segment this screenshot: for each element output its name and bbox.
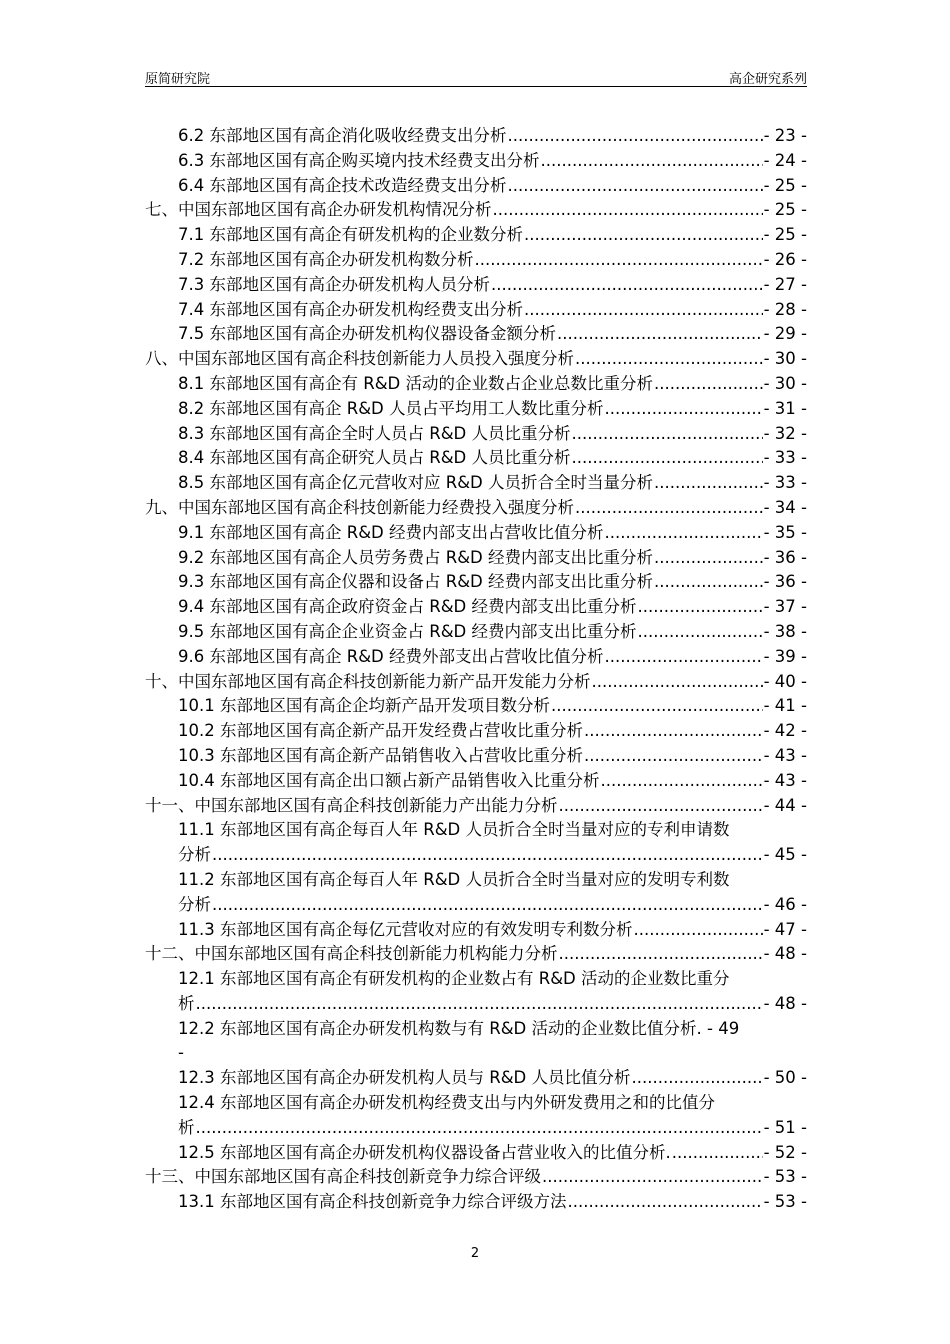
toc-dot-leader [551,694,763,719]
toc-dot-leader [605,521,763,546]
toc-dot-leader [584,719,763,744]
toc-page-number: - 44 - [763,795,807,815]
toc-dot-leader [605,645,763,670]
toc-entry-title: 8.3 东部地区国有高企全时人员占 R&D 人员比重分析 [178,423,571,443]
toc-chapter-entry[interactable] [145,496,807,521]
toc-page-number: - 48 - [763,944,807,964]
toc-section-entry[interactable] [145,769,807,794]
toc-dot-leader [491,273,763,298]
toc-section-entry[interactable] [145,645,807,670]
toc-dot-leader [559,794,763,819]
toc-entry-title: 6.3 东部地区国有高企购买境内技术经费支出分析 [178,150,540,170]
toc-entry-title: 十二、中国东部地区国有高企科技创新能力机构能力分析 [145,944,558,964]
toc-section-entry[interactable] [145,620,807,645]
toc-section-entry[interactable] [145,719,807,744]
toc-section-entry[interactable] [145,595,807,620]
toc-entry-title-line: 11.2 东部地区国有高企每百人年 R&D 人员折合全时当量对应的发明专利数 [178,869,730,889]
toc-entry-title: 9.5 东部地区国有高企企业资金占 R&D 经费内部支出比重分析 [178,621,637,641]
toc-entry-title: 6.2 东部地区国有高企消化吸收经费支出分析 [178,126,507,145]
toc-entry-title: 8.2 东部地区国有高企 R&D 人员占平均用工人数比重分析 [178,398,604,418]
toc-dot-leader [557,322,763,347]
toc-page-number: - 31 - [763,398,807,418]
toc-page-number: - 50 - [763,1068,807,1088]
toc-page-number: - 28 - [763,299,807,319]
toc-entry-title: 七、中国东部地区国有高企办研发机构情况分析 [145,200,492,220]
toc-section-entry[interactable] [145,521,807,546]
toc-page-number: - 40 - [763,671,807,691]
toc-page-number: - 43 - [763,770,807,790]
toc-page-number: - 36 - [763,572,807,592]
toc-section-entry[interactable] [145,570,807,595]
toc-page-number: - 41 - [763,696,807,716]
toc-entry-title: 12.3 东部地区国有高企办研发机构人员与 R&D 人员比值分析 [178,1068,631,1088]
toc-page-number: - 35 - [763,522,807,542]
toc-section-entry[interactable] [145,471,807,496]
table-of-contents [145,124,807,1215]
toc-dot-leader [196,992,763,1017]
toc-entry-title: 7.3 东部地区国有高企办研发机构人员分析 [178,274,490,294]
toc-entry-title: - [178,1043,184,1063]
toc-entry-title: 8.5 东部地区国有高企亿元营收对应 R&D 人员折合全时当量分析 [178,473,654,493]
toc-chapter-entry[interactable] [145,1165,807,1190]
toc-section-entry[interactable] [145,273,807,298]
toc-entry-title-line: 12.4 东部地区国有高企办研发机构经费支出与内外研发费用之和的比值分 [178,1093,715,1113]
toc-dot-leader [572,422,763,447]
toc-chapter-entry[interactable] [145,942,807,967]
toc-dot-leader [196,1116,763,1141]
toc-page-number: - 33 - [763,448,807,468]
toc-entry-title: 9.6 东部地区国有高企 R&D 经费外部支出占营收比值分析 [178,646,604,666]
toc-dot-leader [572,446,763,471]
toc-page-number: - 53 - [763,1192,807,1212]
toc-section-entry[interactable] [145,546,807,571]
toc-section-entry[interactable] [145,868,807,918]
toc-entry-title: 八、中国东部地区国有高企科技创新能力人员投入强度分析 [145,349,574,369]
toc-page-number: - 34 - [763,497,807,517]
toc-dot-leader [633,918,762,943]
toc-page-number: - 25 - [763,200,807,220]
toc-page-number: - 47 - [763,919,807,939]
toc-section-entry[interactable] [145,744,807,769]
toc-section-entry[interactable] [145,124,807,149]
toc-entry-title: 7.4 东部地区国有高企办研发机构经费支出分析 [178,299,523,319]
toc-entry-title: 13.1 东部地区国有高企科技创新竞争力综合评级方法 [178,1192,567,1212]
toc-entry-title: 9.4 东部地区国有高企政府资金占 R&D 经费内部支出比重分析 [178,597,637,617]
toc-entry-title: 7.5 东部地区国有高企办研发机构仪器设备金额分析 [178,324,556,344]
toc-entry-title: 12.5 东部地区国有高企办研发机构仪器设备占营业收入的比值分析. [178,1142,671,1162]
toc-entry-title-line: 11.1 东部地区国有高企每百人年 R&D 人员折合全时当量对应的专利申请数 [178,820,730,840]
toc-entry-title: 10.4 东部地区国有高企出口额占新产品销售收入比重分析 [178,770,600,790]
toc-dot-leader [508,124,763,149]
toc-chapter-entry[interactable] [145,198,807,223]
toc-section-entry[interactable] [145,694,807,719]
toc-page-number: - 39 - [763,646,807,666]
toc-dot-leader [654,546,763,571]
toc-page-number: - 42 - [763,721,807,741]
toc-page-number: - 25 - [763,175,807,195]
toc-section-entry[interactable] [145,967,807,1017]
toc-page-number: - 24 - [763,150,807,170]
toc-section-entry[interactable] [145,174,807,199]
toc-dot-leader [524,298,763,323]
page-header [145,66,807,87]
toc-dot-leader [592,670,763,695]
toc-section-entry[interactable] [145,1141,807,1166]
toc-entry-title: 十三、中国东部地区国有高企科技创新竞争力综合评级 [145,1167,541,1187]
toc-entry-title: 9.1 东部地区国有高企 R&D 经费内部支出占营收比值分析 [178,522,604,542]
toc-section-entry[interactable] [145,223,807,248]
page-number: 2 [470,1246,480,1261]
toc-dot-leader [672,1141,763,1166]
toc-dot-leader [584,744,763,769]
toc-entry-title: 10.1 东部地区国有高企企均新产品开发项目数分析 [178,696,550,716]
toc-page-number: - 36 - [763,547,807,567]
toc-entry-title-line: 12.2 东部地区国有高企办研发机构数与有 R&D 活动的企业数比值分析. - 49 [178,1018,740,1038]
toc-entry-title: 8.4 东部地区国有高企研究人员占 R&D 人员比重分析 [178,448,571,468]
toc-page-number: - 25 - [763,225,807,245]
toc-dot-leader [524,223,763,248]
toc-section-entry[interactable] [145,422,807,447]
toc-page-number: - 51 - [763,1117,807,1137]
toc-section-entry[interactable] [145,372,807,397]
toc-entry-title: 11.3 东部地区国有高企每亿元营收对应的有效发明专利数分析 [178,919,633,939]
toc-page-number: - 37 - [763,597,807,617]
toc-section-entry[interactable] [145,149,807,174]
toc-chapter-entry[interactable] [145,670,807,695]
toc-dot-leader [575,496,763,521]
toc-entry-title: 7.1 东部地区国有高企有研发机构的企业数分析 [178,225,523,245]
toc-entry-title: 9.2 东部地区国有高企人员劳务费占 R&D 经费内部支出比重分析 [178,547,654,567]
toc-page-number: - 30 - [763,349,807,369]
toc-page-number: - 32 - [763,423,807,443]
toc-entry-title: 析 [178,993,195,1013]
toc-page-number: - 43 - [763,745,807,765]
toc-section-entry[interactable] [145,818,807,868]
toc-chapter-entry[interactable] [145,347,807,372]
toc-page-number: - 48 - [763,993,807,1013]
toc-page-number: - 38 - [763,621,807,641]
toc-page-number: - 26 - [763,249,807,269]
toc-dot-leader [567,1190,762,1215]
toc-entry-title: 分析 [178,894,211,914]
toc-entry-title: 7.2 东部地区国有高企办研发机构数分析 [178,249,474,269]
toc-section-entry[interactable] [145,1190,807,1215]
toc-dot-leader [632,1066,763,1091]
toc-page-number: - 27 - [763,274,807,294]
toc-entry-title: 十一、中国东部地区国有高企科技创新能力产出能力分析 [145,795,558,815]
toc-page-number: - 23 - [763,126,807,145]
toc-entry-title: 10.2 东部地区国有高企新产品开发经费占营收比重分析 [178,721,583,741]
header-right-text: 高企研究系列 [728,72,807,87]
toc-page-number: - 30 - [763,373,807,393]
toc-section-entry[interactable] [145,397,807,422]
toc-page-number: - 52 - [763,1142,807,1162]
toc-page-number: - 33 - [763,473,807,493]
toc-entry-title: 9.3 东部地区国有高企仪器和设备占 R&D 经费内部支出比重分析 [178,572,654,592]
toc-section-entry[interactable] [145,248,807,273]
toc-dot-leader [654,570,763,595]
toc-entry-title: 分析 [178,845,211,865]
toc-dot-leader [542,1165,763,1190]
toc-entry-title: 6.4 东部地区国有高企技术改造经费支出分析 [178,175,507,195]
toc-page-number: - 29 - [763,324,807,344]
toc-section-entry[interactable] [145,298,807,323]
toc-dot-leader [638,595,763,620]
toc-section-entry[interactable] [145,322,807,347]
toc-chapter-entry[interactable] [145,794,807,819]
toc-section-entry[interactable] [145,1017,807,1067]
toc-entry-title: 十、中国东部地区国有高企科技创新能力新产品开发能力分析 [145,671,591,691]
toc-dot-leader [212,893,763,918]
toc-entry-title-line: 12.1 东部地区国有高企有研发机构的企业数占有 R&D 活动的企业数比重分 [178,969,730,989]
toc-dot-leader [212,843,763,868]
toc-page-number: - 53 - [763,1167,807,1187]
toc-section-entry[interactable] [145,918,807,943]
toc-dot-leader [605,397,763,422]
toc-entry-title: 8.1 东部地区国有高企有 R&D 活动的企业数占企业总数比重分析 [178,373,654,393]
toc-dot-leader [493,198,763,223]
toc-section-entry[interactable] [145,1066,807,1091]
toc-entry-title: 九、中国东部地区国有高企科技创新能力经费投入强度分析 [145,497,574,517]
toc-dot-leader [654,471,763,496]
toc-dot-leader [541,149,763,174]
toc-section-entry[interactable] [145,446,807,471]
toc-dot-leader [559,942,763,967]
toc-entry-title: 10.3 东部地区国有高企新产品销售收入占营收比重分析 [178,745,583,765]
toc-dot-leader [475,248,763,273]
toc-dot-leader [638,620,763,645]
toc-dot-leader [654,372,763,397]
toc-page-number: - 46 - [763,894,807,914]
toc-dot-leader [575,347,763,372]
toc-page-number: - 45 - [763,845,807,865]
toc-entry-title: 析 [178,1117,195,1137]
toc-dot-leader [600,769,762,794]
toc-section-entry[interactable] [145,1091,807,1141]
toc-dot-leader [508,174,763,199]
header-left-text: 原简研究院 [145,72,211,87]
